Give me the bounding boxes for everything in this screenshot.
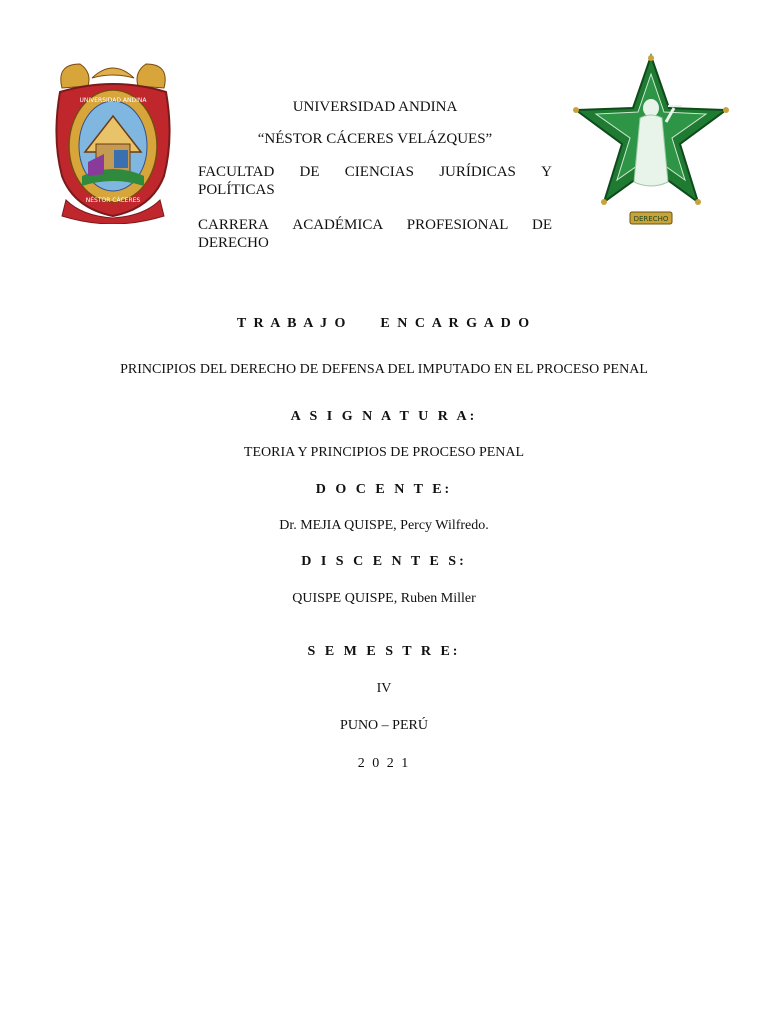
career-line-2: DERECHO	[198, 235, 269, 251]
faculty-line-1	[198, 163, 552, 181]
assignment-title: T R A B A J O E N C A R G A D O	[236, 316, 532, 331]
year: 2 0 2 1	[357, 756, 411, 771]
semester-value: IV	[376, 681, 392, 696]
topic-title: PRINCIPIOS DEL DERECHO DE DEFENSA DEL IMPUTADO EN EL PROCESO PENAL	[120, 362, 648, 377]
faculty-word: Y	[541, 164, 552, 180]
university-crest-logo	[52, 58, 174, 224]
student-value: QUISPE QUISPE, Ruben Miller	[292, 591, 476, 606]
faculty-word: FACULTAD	[198, 164, 275, 180]
career-word: CARRERA	[198, 217, 269, 233]
subject-label: A S I G N A T U R A:	[290, 409, 478, 424]
faculty-word: DE	[299, 164, 320, 180]
students-label: D I S C E N T E S:	[301, 554, 467, 569]
university-title: UNIVERSIDAD ANDINA	[292, 99, 458, 115]
emblem-label: DERECHO	[633, 215, 669, 223]
teacher-value: Dr. MEJIA QUISPE, Percy Wilfredo.	[279, 518, 489, 533]
law-faculty-emblem-logo	[570, 52, 732, 228]
career-name	[198, 216, 552, 252]
semester-label: S E M E S T R E:	[307, 644, 461, 659]
career-line-1	[198, 216, 552, 234]
career-word: PROFESIONAL	[406, 217, 509, 233]
faculty-word: JURÍDICAS	[439, 164, 516, 180]
faculty-line-2: POLÍTICAS	[198, 182, 275, 198]
subject-value: TEORIA Y PRINCIPIOS DE PROCESO PENAL	[243, 445, 525, 460]
place: PUNO – PERÚ	[340, 718, 428, 733]
university-name: “NÉSTOR CÁCERES VELÁZQUES”	[257, 131, 493, 147]
teacher-label: D O C E N T E:	[315, 482, 453, 497]
crest-ring-text-bottom: NÉSTOR CÁCERES	[85, 197, 141, 204]
career-word: ACADÉMICA	[292, 217, 384, 233]
faculty-name	[198, 163, 552, 199]
faculty-word: CIENCIAS	[344, 164, 414, 180]
crest-ring-text-top: UNIVERSIDAD ANDINA	[79, 97, 147, 104]
career-word: DE	[531, 217, 552, 233]
